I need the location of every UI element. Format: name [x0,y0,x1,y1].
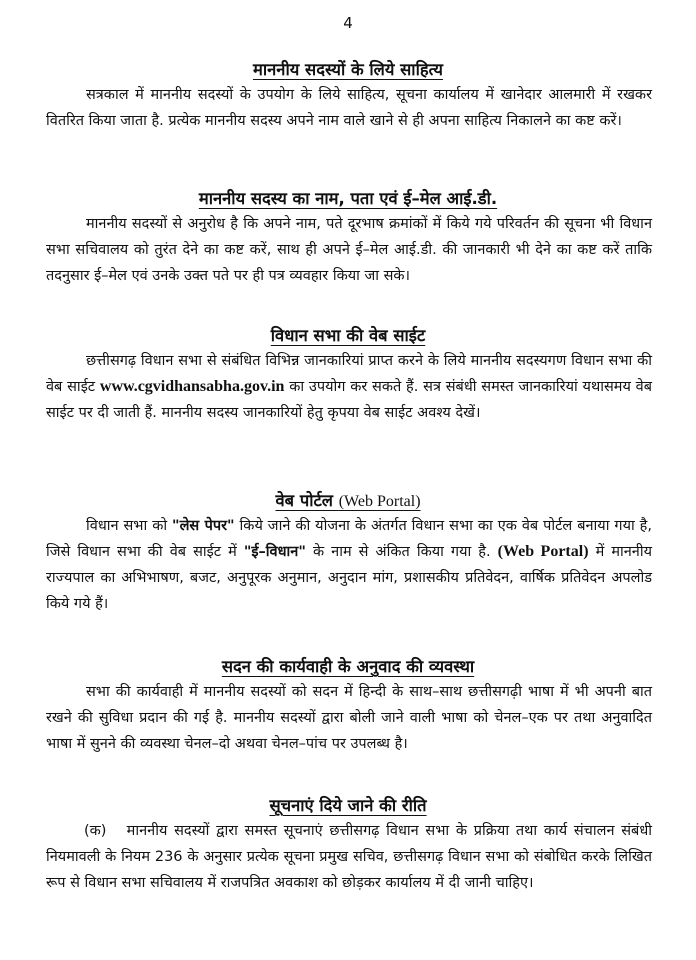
section-body-web-portal [46,513,652,617]
section-body-contact-details: माननीय सदस्यों से अनुरोध है कि अपने नाम, पते दूरभाष क्रमांकों में किये गये परिवर्तन की सूचना भी विधान सभा सचिवालय को तुरंत देने का कष्ट करें, साथ ही अपने ई–मेल आई.डी. की जानकारी भी देने का कष्ट करें ताकि तदनुसार ई–मेल एवं उनके उक्त पते पर ही पत्र व्यवहार किया जा सके। [46,216,652,284]
section-body-literature: सत्रकाल में माननीय सदस्यों के उपयोग के लिये साहित्य, सूचना कार्यालय में खानेदार आलमारी में रखकर वितरित किया जाता है. प्रत्येक माननीय सदस्य अपने नाम वाले खाने से ही अपना साहित्य निकालने का कष्ट करें। [46,87,652,129]
section-heading-web-portal [40,488,656,511]
section-heading-translation: सदन की कार्यवाही के अनुवाद की व्यवस्था [221,657,475,676]
less-paper-term: "लेस पेपर" [172,518,235,534]
web-portal-text-3: के नाम से अंकित किया गया है. [305,544,498,560]
section-body-website [46,348,652,426]
website-text-before: छत्तीसगढ़ विधान सभा से संबंधित विभिन्न जानकारियां प्राप्त करने के लिये माननीय सदस्यगण विधान सभा की वेब साईट [46,353,652,395]
website-url-link[interactable]: www.cgvidhansabha.gov.in [99,378,285,395]
web-portal-term: (Web Portal) [497,543,589,560]
item-label: (क) [84,823,107,839]
web-portal-text-2: किये जाने की योजना के अंतर्गत विधान सभा का एक वेब पोर्टल बनाया गया है, जिसे विधान सभा की वेब साईट में [46,518,652,560]
website-text-after: का उपयोग कर सकते हैं. सत्र संबंधी समस्त जानकारियां यथासमय वेब साईट पर दी जाती हैं. माननीय सदस्य जानकारियों हेतु कृपया वेब साईट अवश्य देखें। [46,379,652,421]
web-portal-text-4: में माननीय राज्यपाल का अभिभाषण, बजट, अनुपूरक अनुमान, अनुदान मांग, प्रशासकीय प्रतिवेदन, वार्षिक प्रतिवेदन अपलोड किये गये हैं। [46,544,653,612]
section-heading-contact-details: माननीय सदस्य का नाम, पता एवं ई–मेल आई.डी. [198,189,498,208]
page-number: 4 [343,14,353,32]
section-body-notices [46,818,652,896]
notices-text: माननीय सदस्यों द्वारा समस्त सूचनाएं छत्तीसगढ़ विधान सभा के प्रक्रिया तथा कार्य संचालन संबंधी नियमावली के नियम 236 के अनुसार प्रत्येक सूचना प्रमुख सचिव, छत्तीसगढ़ विधान सभा को संबोधित करके लिखित रूप से विधान सभा सचिवालय में राजपत्रित अवकाश को छोड़कर कार्यालय में दी जानी चाहिए। [46,823,653,891]
e-vidhan-term: "ई–विधान" [243,544,306,560]
section-heading-notices: सूचनाएं दिये जाने की रीति [269,796,427,815]
web-portal-heading-english: (Web Portal) [338,493,421,510]
section-heading-website: विधान सभा की वेब साईट [270,326,426,345]
section-heading-literature: माननीय सदस्यों के लिये साहित्य [253,60,443,79]
web-portal-text-1: विधान सभा को [86,518,173,534]
web-portal-heading-hindi: वेब पोर्टल [275,491,339,510]
section-body-translation: सभा की कार्यवाही में माननीय सदस्यों को सदन में हिन्दी के साथ–साथ छत्तीसगढ़ी भाषा में भी अपनी बात रखने की सुविधा प्रदान की गई है. माननीय सदस्यों द्वारा बोली जाने वाली भाषा को चेनल–एक पर तथा अनुवादित भाषा में सुनने की व्यवस्था चेनल–दो अथवा चेनल–पांच पर उपलब्ध है। [46,684,652,752]
